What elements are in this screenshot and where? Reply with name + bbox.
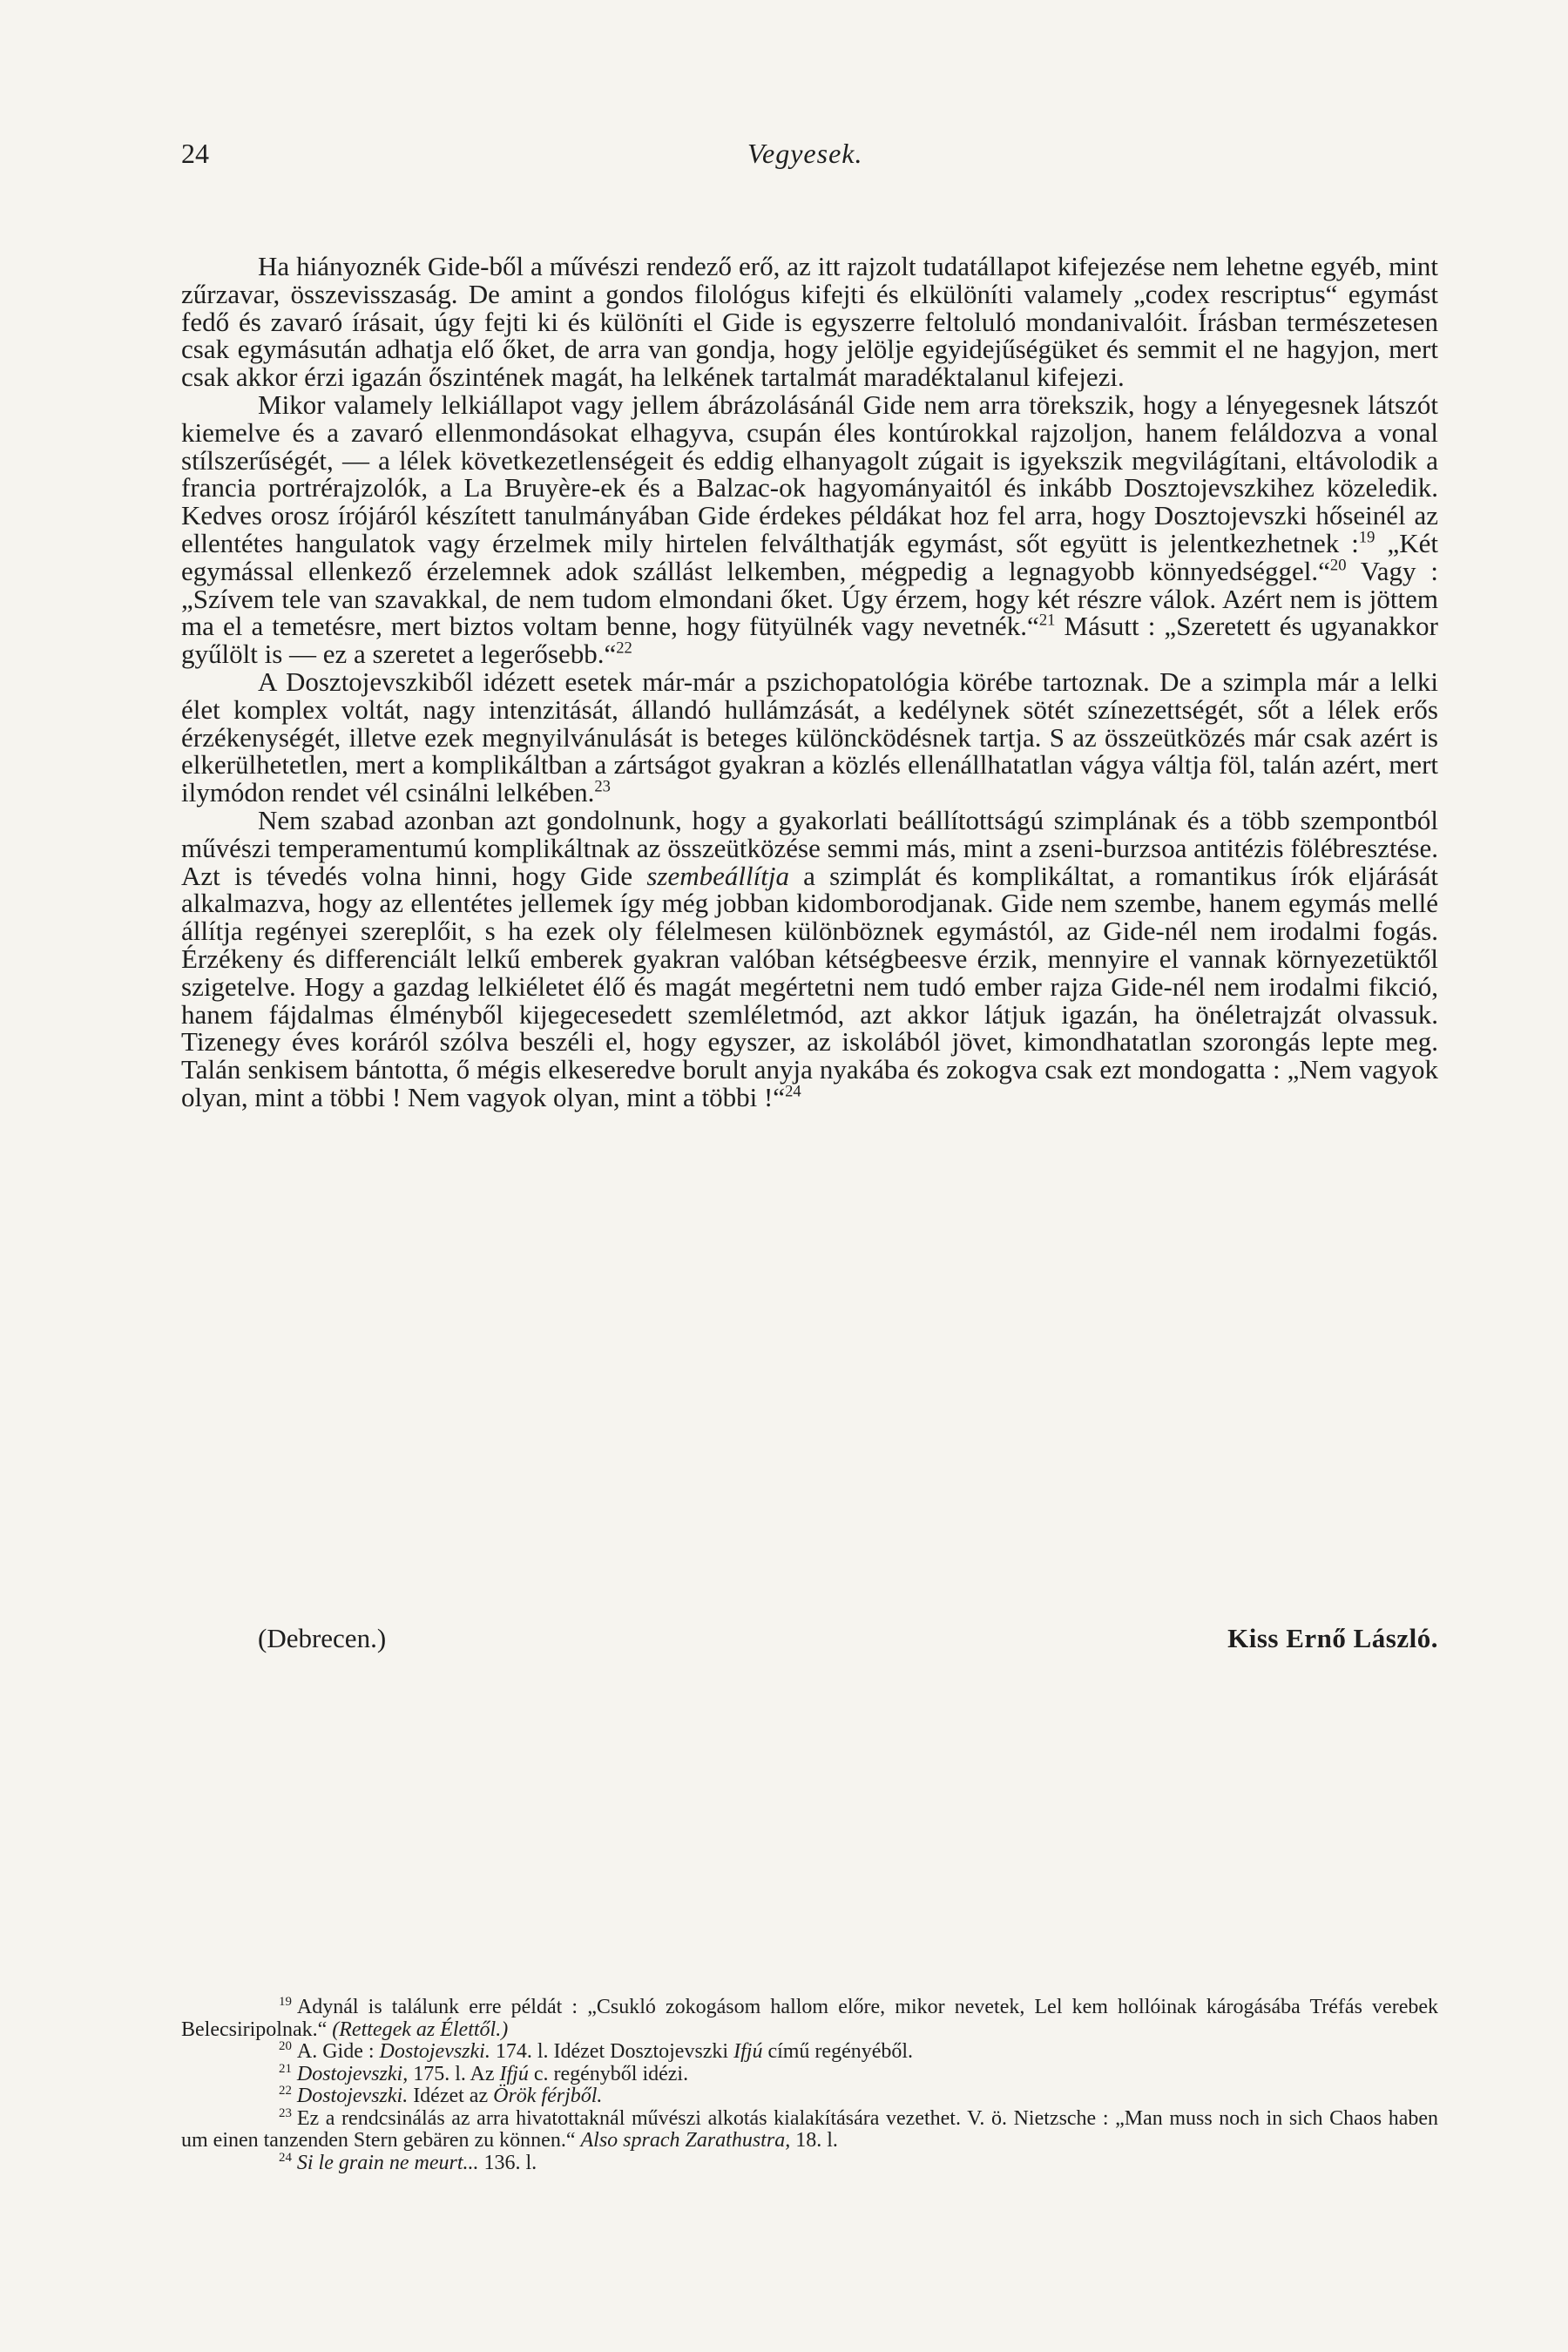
paragraph-2 — [181, 391, 1438, 668]
page-header — [181, 138, 1446, 181]
footnote-italic: Also sprach Zarathustra, — [580, 2129, 791, 2152]
footnote-italic: Dostojevszki. — [379, 2040, 490, 2063]
running-title: Vegyesek. — [747, 138, 863, 169]
footnotes — [181, 1997, 1438, 2174]
footnote-text: 174. l. Idézet Dosztojevszki — [490, 2040, 734, 2063]
footnote-italic: Dostojevszki. — [296, 2085, 409, 2107]
footnote-marker: 21 — [279, 2061, 292, 2076]
footnote-ref-20: 20 — [1329, 556, 1347, 575]
footnote-ref-19: 19 — [1358, 528, 1375, 547]
footnote-text: Idézet az — [408, 2085, 494, 2107]
footnote-italic: Örök férjből. — [493, 2085, 603, 2107]
footnote-italic: Ifjú — [733, 2040, 763, 2063]
footnote-24 — [181, 2150, 1438, 2175]
signature-author: Kiss Ernő László. — [1227, 1623, 1438, 1653]
article-body — [181, 253, 1438, 1112]
footnote-marker: 19 — [279, 1995, 292, 2009]
footnote-text: Ez a rendcsinálás az arra hivatottaknál művészi alkotás kialakítására vezethet. V. ö. Nietzsche : „Man muss noch in sich Chaos haben um einen tanzenden Stern gebären zu können.“ — [181, 2106, 1438, 2152]
footnote-23 — [181, 2105, 1438, 2153]
footnote-text: c. regényből idézi. — [528, 2062, 689, 2085]
paragraph-4-text-b: a szimplát és komplikáltat, a romantikus írók eljárását alkalmazva, hogy az ellentétes jellemek így még jobban kidomborodjanak. Gide nem szembe, hanem egymás mellé állítja regényei szereplőit, s ha ezek oly félelmesen különböznek egymástól, az Gide-nél nem irodalmi fogás. Érzékeny és differenciált lelkű emberek gyakran valóban kétségbeesve érzik, mennyire el vannak környezetüktől szigetelve. Hogy a gazdag lelkiéletet élő és magát megértetni nem tudó ember rajza Gide-nél nem irodalmi fikció, hanem fájdalmas élményből kijegecesedett szemléletmód, azt akkor látjuk igazán, ha önéletrajzát olvassuk. Tizenegy éves koráról szólva beszéli el, hogy egyszer, az iskolából jövet, kimondhatatlan szorongás lepte meg. Talán senkisem bántotta, ő mégis elkeseredve borult anyja nyakába és zokogva csak ezt mondogatta : „Nem vagyok olyan, mint a többi ! Nem vagyok olyan, mint a többi !“ — [181, 860, 1438, 1112]
paragraph-4 — [181, 804, 1438, 1112]
paragraph-2-text-b: „Két egymással ellenkező érzelemnek adok szállást lelkemben, mégpedig a legnagyobb könnyedséggel.“ — [181, 527, 1438, 586]
footnote-21 — [181, 2061, 1438, 2086]
paragraph-2-text-c: Vagy : „Szívem tele van szavakkal, de nem tudom elmondani őket. Úgy érzem, hogy két részre válok. Azért nem is jöttem ma el a temetésre, mert biztos voltam benne, hogy fütyülnék vagy nevetnék.“ — [181, 555, 1438, 642]
footnote-marker: 24 — [279, 2150, 292, 2165]
paragraph-2-text-a: Mikor valamely lelkiállapot vagy jellem ábrázolásánál Gide nem arra törekszik, hogy a lényegesnek látszót kiemelve és a zavaró ellenmondásokat elhagyva, csupán éles kontúrokkal rajzoljon, hanem feláldozva a vonal stílszerűségét, — a lélek következetlenségeit és eddig elhanyagolt zúgait is igyekszik megvilágítani, eltávolodik a francia portrérajzolók, a La Bruyère-ek és a Balzac-ok hagyományaitól és inkább Dosztojevszkihez közeledik. Kedves orosz írójáról készített tanulmányában Gide érdekes példákat hoz fel arra, hogy Dosztojevszki hőseinél az ellentétes hangulatok vagy érzelmek mily hirtelen felválthatják egymást, sőt együtt is jelentkezhetnek : — [181, 389, 1438, 558]
footnote-italic: Ifjú — [499, 2062, 529, 2085]
footnote-20 — [181, 2041, 1438, 2064]
footnote-marker: 22 — [279, 2084, 292, 2098]
footnote-marker: 20 — [279, 2039, 292, 2053]
paragraph-2-text-d: Másutt : „Szeretett és ugyanakkor gyűlölt is — ez a szeretet a legerősebb.“ — [181, 611, 1438, 670]
footnote-ref-24: 24 — [785, 1082, 801, 1101]
page-number: 24 — [181, 138, 209, 169]
footnote-text: 136. l. — [478, 2151, 537, 2174]
footnote-text: A. Gide : — [296, 2040, 380, 2063]
footnote-text: Adynál is találunk erre példát : „Csukló zokogásom hallom előre, mikor nevetek, Lel kem hollóinak károgásába Tréfás verebek Belecsiripolnak.“ — [181, 1996, 1438, 2041]
paragraph-1 — [181, 253, 1438, 391]
footnote-text: című regényéből. — [762, 2040, 914, 2063]
paragraph-3 — [181, 668, 1438, 807]
footnote-22 — [181, 2085, 1438, 2108]
paragraph-4-text-a: Nem szabad azonban azt gondolnunk, hogy a gyakorlati beállítottságú szimplának és a több szempontból művészi temperamentumú komplikáltnak az összeütközése semmi más, mint a zseni-burzsoa antitézis fölébresztése. Azt is tévedés volna hinni, hogy Gide — [181, 804, 1438, 891]
footnote-ref-22: 22 — [616, 639, 632, 658]
footnote-text: 175. l. Az — [408, 2062, 500, 2085]
footnote-italic: (Rettegek az Élettől.) — [332, 2017, 509, 2041]
footnote-text: 18. l. — [790, 2129, 838, 2152]
paragraph-4-italic: szembeállítja — [646, 860, 789, 891]
footnote-19 — [181, 1997, 1438, 2041]
signature — [258, 1623, 1438, 1658]
footnote-italic: Si le grain ne meurt... — [296, 2151, 479, 2174]
footnote-italic: Dostojevszki, — [296, 2062, 409, 2085]
paragraph-3-text: A Dosztojevszkiből idézett esetek már-már a pszichopatológia körébe tartoznak. De a szimpla már a lelki élet komplex voltát, nagy intenzitását, állandó hullámzását, a kedélynek sötét színezettségét, sőt a lélek erős érzékenységét, illetve ezek megnyilvánulását is beteges különcködésnek tartja. S az összeütközés már csak azért is elkerülhetetlen, mert a komplikáltban a zártságot gyakran a közlés ellenállhatatlan vágya váltja föl, talán azért, mert ilymódon rendet vél csinálni lelkében. — [181, 666, 1438, 808]
signature-place: (Debrecen.) — [258, 1623, 387, 1653]
footnote-ref-21: 21 — [1038, 612, 1056, 631]
paragraph-1-text: Ha hiányoznék Gide-ből a művészi rendező erő, az itt rajzolt tudatállapot kifejezése nem lehetne egyéb, mint zűrzavar, összevisszaság. De amint a gondos filológus kifejti és elkülöníti valamely „codex rescriptus“ egymást fedő és zavaró írásait, úgy fejti ki és különíti el Gide is egyszerre feltoluló mondanivalóit. Írásban természetesen csak egymásután adhatja elő őket, de arra van gondja, hogy jelölje egyidejűségüket és semmit el ne hagyjon, mert csak akkor érzi igazán őszintének magát, ha lelkének tartalmát maradéktalanul kifejezi. — [181, 251, 1438, 393]
footnote-ref-23: 23 — [594, 777, 611, 796]
footnote-marker: 23 — [279, 2105, 292, 2120]
